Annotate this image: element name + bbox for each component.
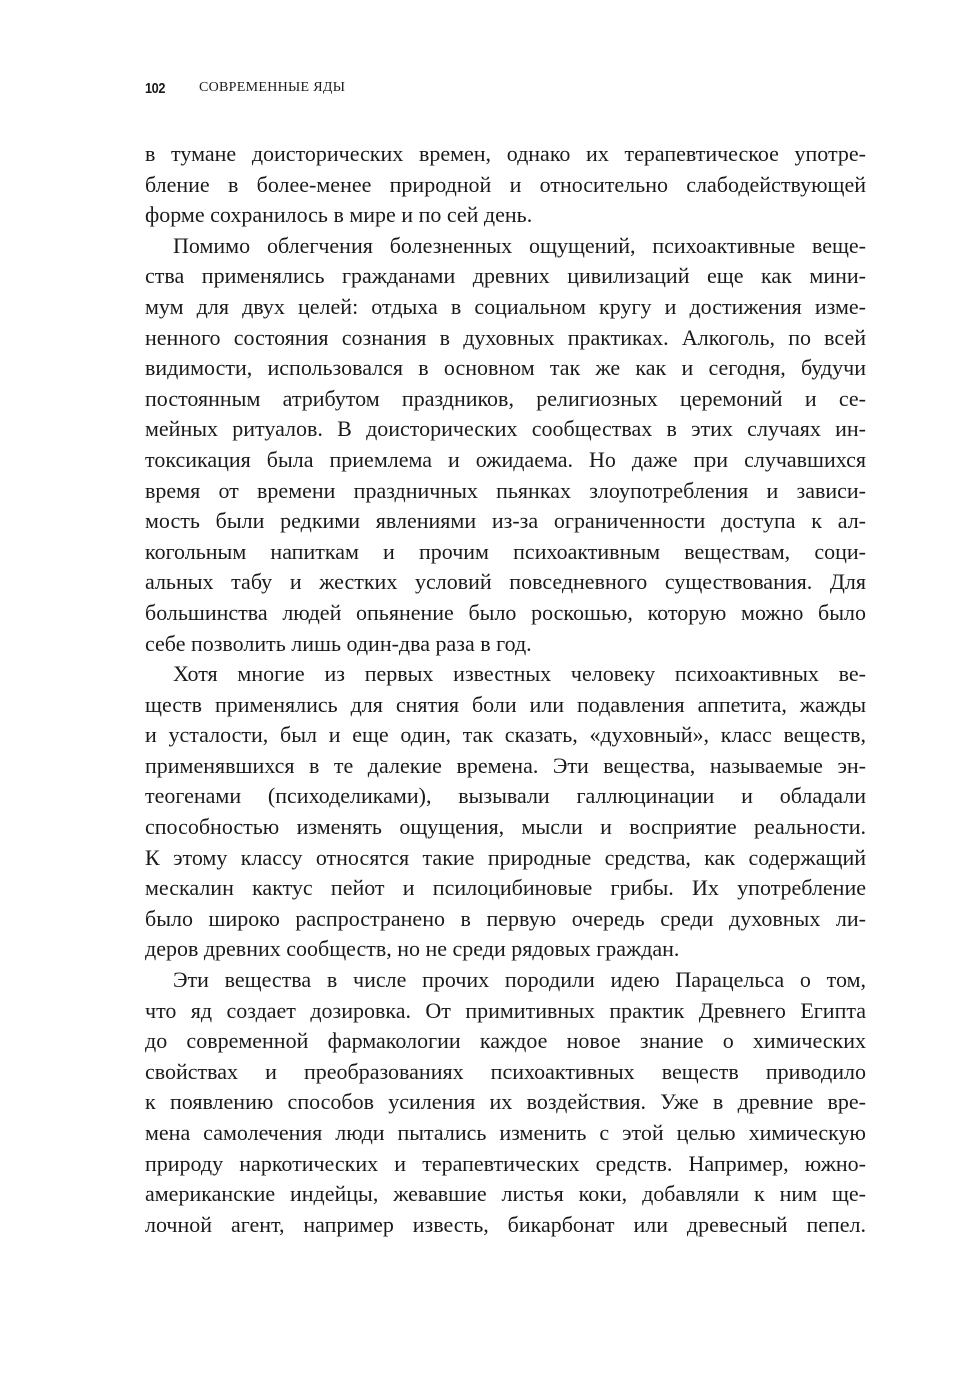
- text-line: мена самолечения люди пытались изменить с этой целью химическую: [145, 1120, 866, 1145]
- text-line: лочной агент, например известь, бикарбонат или древесный пепел.: [145, 1211, 866, 1237]
- text-line: природу наркотических и терапевтических средств. Например, южно-: [145, 1150, 866, 1176]
- paragraph: [145, 139, 866, 231]
- text-line: мость были редкими явлениями из-за ограниченности доступа к ал-: [145, 508, 866, 534]
- text-line: альных табу и жестких условий повседневного существования. Для: [145, 569, 866, 595]
- text-line: постоянным атрибутом праздников, религиозных церемоний и се-: [145, 385, 866, 411]
- text-line: Эти вещества в числе прочих породили идею Парацельса о том,: [173, 967, 866, 993]
- text-line: применявшихся в те далекие времена. Эти вещества, называемые эн-: [145, 752, 866, 778]
- text-line: видимости, использовался в основном так же как и сегодня, будучи: [145, 355, 866, 381]
- text-line: свойствах и преобразованиях психоактивных веществ приводило: [145, 1058, 866, 1084]
- paragraph: [145, 659, 866, 965]
- text-line: форме сохранилось в мире и по сей день.: [145, 202, 533, 228]
- paragraph: [145, 231, 866, 659]
- running-header: [145, 76, 345, 100]
- text-line: до современной фармакологии каждое новое знание о химических: [145, 1028, 866, 1054]
- text-line: теогенами (психоделиками), вызывали галлюцинации и обладали: [145, 783, 866, 809]
- text-line: большинства людей опьянение было роскошью, которую можно было: [145, 599, 866, 625]
- text-line: Помимо облегчения болезненных ощущений, психоактивные веще-: [173, 232, 866, 258]
- text-line: было широко распространено в первую очередь среди духовных ли-: [145, 905, 866, 931]
- text-line: мескалин кактус пейот и псилоцибиновые грибы. Их употребление: [145, 875, 866, 901]
- text-line: что яд создает дозировка. От примитивных практик Древнего Египта: [145, 997, 866, 1023]
- text-line: ненного состояния сознания в духовных практиках. Алкоголь, по всей: [145, 324, 866, 350]
- text-line: когольным напиткам и прочим психоактивным веществам, соци-: [145, 538, 866, 564]
- text-line: время от времени праздничных пьянках злоупотребления и зависи-: [145, 477, 866, 503]
- text-line: токсикация была приемлема и ожидаема. Но даже при случавшихся: [145, 446, 866, 472]
- text-line: деров древних сообществ, но не среди рядовых граждан.: [145, 936, 680, 962]
- text-line: себе позволить лишь один-два раза в год.: [145, 630, 532, 656]
- page-number: 102: [145, 79, 166, 97]
- text-line: К этому классу относятся такие природные средства, как содержащий: [145, 844, 866, 870]
- text-line: Хотя многие из первых известных человеку психоактивных ве-: [173, 661, 866, 687]
- text-line: американские индейцы, жевавшие листья коки, добавляли к ним ще-: [145, 1181, 866, 1207]
- text-line: и усталости, был и еще один, так сказать, «духовный», класс веществ,: [145, 722, 866, 748]
- text-line: бление в более-менее природной и относительно слабодействующей: [145, 171, 866, 197]
- text-line: ства применялись гражданами древних цивилизаций еще как мини-: [145, 263, 866, 289]
- text-line: в тумане доисторических времен, однако их терапевтическое употре-: [145, 141, 866, 166]
- text-line: мейных ритуалов. В доисторических сообществах в этих случаях ин-: [145, 416, 866, 442]
- running-title: СОВРЕМЕННЫЕ ЯДЫ: [199, 80, 346, 95]
- text-line: мум для двух целей: отдыха в социальном кругу и достижения изме-: [145, 293, 866, 319]
- text-line: ществ применялись для снятия боли или подавления аппетита, жажды: [145, 691, 866, 717]
- body-text: [145, 139, 866, 1240]
- paragraph: [145, 965, 866, 1240]
- text-line: к появлению способов усиления их воздействия. Уже в древние вре-: [145, 1089, 866, 1115]
- text-line: способностью изменять ощущения, мысли и восприятие реальности.: [145, 814, 866, 840]
